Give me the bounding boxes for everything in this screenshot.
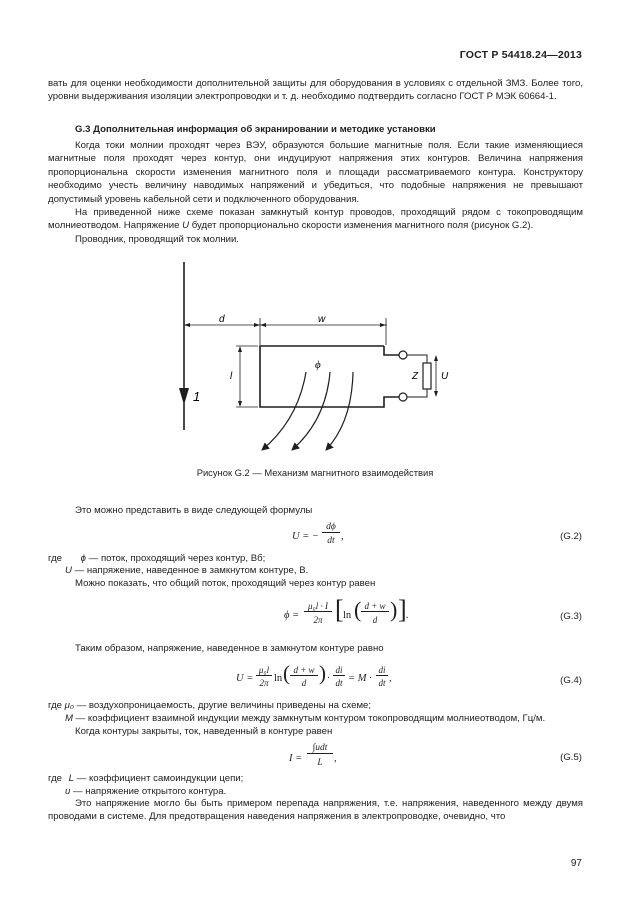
paragraph-final: Это напряжение могло бы быть примером перепада напряжения, т.е. напряжения, наведенного между двумя проводами в системе. Для предотвращения наведения напряжения в электропроводке, очевидно, что xyxy=(48,798,583,823)
eq3-den: 2π xyxy=(313,615,323,625)
document-header: ГОСТ Р 54418.24—2013 xyxy=(459,49,582,61)
where-m xyxy=(65,712,545,725)
where-mu0-prefix: где xyxy=(48,700,65,711)
where-l xyxy=(48,772,243,785)
equation-number-g3: (G.3) xyxy=(560,611,582,622)
where-m-sym: M xyxy=(65,713,73,724)
impedance-z xyxy=(423,363,431,389)
eq4-dot: · xyxy=(327,673,330,684)
eq2-num: dϕ xyxy=(322,522,340,533)
eq4-tail: , xyxy=(389,673,392,684)
equation-number-g2: (G.2) xyxy=(560,531,582,542)
terminal-top xyxy=(399,351,407,359)
label-1: 1 xyxy=(193,389,201,404)
terminal-bottom xyxy=(399,393,407,401)
eq3-bracket-close: ] xyxy=(398,595,407,624)
eq4-den2: dt xyxy=(335,678,343,688)
scheme-text-b: будет пропорционально скорости изменения магнитного поля (рисунок G.2). xyxy=(189,220,534,232)
where-mu0 xyxy=(48,699,371,712)
dimension-tick-mid-l xyxy=(254,323,260,327)
eq4-paren-open: ( xyxy=(283,661,290,685)
eq3-paren-open: ( xyxy=(354,597,362,622)
figure-caption: Рисунок G.2 — Механизм магнитного взаимодействия xyxy=(196,467,434,478)
text-formula-intro: Это можно представить в виде следующей формулы xyxy=(75,505,313,516)
flux-arrow-2 xyxy=(292,372,330,450)
where-l-sym: L xyxy=(68,773,75,784)
dimension-tick-mid-r xyxy=(260,323,266,327)
label-d: d xyxy=(219,314,225,325)
equation-number-g4: (G.4) xyxy=(560,675,582,686)
eq5-num: ∫udt xyxy=(307,743,333,754)
voltage-arrow-bottom xyxy=(434,391,438,397)
eq5-den: L xyxy=(317,758,323,768)
eq4-num2: di xyxy=(333,665,345,676)
eq4-lhs: U = xyxy=(236,673,254,684)
where-phi-prefix: где xyxy=(48,553,65,564)
dimension-tick-right xyxy=(380,323,386,327)
label-phi: ϕ xyxy=(315,359,321,371)
eq2-tail: , xyxy=(341,531,344,542)
where-phi-sym: ϕ xyxy=(80,553,87,564)
l-arrow-top xyxy=(238,346,242,352)
eq4-ln: ln xyxy=(274,673,283,684)
voltage-arrow-top xyxy=(434,355,438,361)
l-arrow-bottom xyxy=(238,401,242,407)
text-flux: Можно показать, что общий поток, проходящий через контур равен xyxy=(75,578,376,589)
eq2-den: dt xyxy=(327,536,335,546)
label-z: Z xyxy=(412,371,419,382)
section-title: G.3 Дополнительная информация об экранировании и методике установки xyxy=(75,124,436,135)
eq3-lhs: ϕ = xyxy=(284,610,300,621)
eq3-inner-num: d + w xyxy=(361,601,389,612)
eq5-tail: , xyxy=(334,753,337,764)
eq3-inner-den: d xyxy=(372,615,378,625)
equation-number-g5: (G.5) xyxy=(560,752,582,763)
paragraph-conductor: Проводник, проводящий ток молнии. xyxy=(75,234,239,245)
eq3-num: μ₀l · I xyxy=(304,601,332,612)
paragraph-magnetic-fields: Когда токи молнии проходят через ВЭУ, образуются большие магнитные поля. Если такие изменяющиеся магнитные поля проходят через контур, они индуцируют напряжения этих контуров. Величина напряжения пропорциональна скорости изменения магнитного поля и площади рассматриваемого контура. Конструктору необходимо учесть величину наводимых напряжений и убедиться, что подобные напряжения не превышают допустимый уровень кабельной сети и подключенного оборудования. xyxy=(48,140,583,205)
where-u-text: — напряжение, наведенное в замкнутом контуре, В. xyxy=(71,565,309,576)
page-number: 97 xyxy=(570,858,582,869)
text-voltage: Таким образом, напряжение, наведенное в замкнутом контуре равно xyxy=(75,643,384,654)
where-mu0-sym: μ₀ xyxy=(64,700,74,711)
flux-arrow-3 xyxy=(326,372,353,450)
where-phi-text: — поток, проходящий через контур, Вб; xyxy=(86,553,266,564)
eq4-inner-num: d + w xyxy=(290,665,318,676)
conductor-arrow-head xyxy=(179,388,189,405)
where-u-open-sym: u xyxy=(65,786,71,797)
eq3-bracket-open: [ xyxy=(335,595,344,624)
where-l-text: — коэффициент самоиндукции цепи; xyxy=(74,773,244,784)
where-u-sym: U xyxy=(65,565,72,576)
scheme-text-a: На приведенной ниже схеме показан замкнутый контур проводов, проходящий рядом с токопроводящим молниеотводом. Напряжение xyxy=(48,207,583,232)
text-closed: Когда контуры закрыты, ток, наведенный в контуре равен xyxy=(75,726,333,737)
label-l: l xyxy=(230,371,233,382)
where-l-prefix: где xyxy=(48,773,65,784)
eq5-lhs: I = xyxy=(289,753,303,764)
label-u: U xyxy=(441,371,449,382)
where-u xyxy=(65,564,308,577)
where-mu0-text: — воздухопроницаемость, другие величины приведены на схеме; xyxy=(73,700,372,711)
eq4-num3: di xyxy=(376,665,388,676)
eq2-lhs: U = − xyxy=(292,531,320,542)
eq4-mid: = M · xyxy=(348,673,372,684)
eq4-den3: dt xyxy=(378,678,386,688)
where-m-text: — коэффициент взаимной индукции между замкнутым контуром токопроводящим молниеотводом, Гц/м. xyxy=(73,713,546,724)
eq3-paren-close: ) xyxy=(390,597,398,622)
dimension-tick-left xyxy=(184,323,190,327)
scheme-var-u: U xyxy=(182,220,190,232)
flux-arrow-1 xyxy=(262,372,306,450)
eq3-tail: . xyxy=(406,610,409,621)
eq4-inner-den: d xyxy=(301,678,307,688)
eq4-paren-close: ) xyxy=(319,661,326,685)
label-w: w xyxy=(318,314,326,325)
intro-paragraph: вать для оценки необходимости дополнительной защиты для оборудования в условиях с отдельной ЗМЗ. Более того, уровни выдерживания изоляции электропроводки и т. д. необходимо подтвердить согласно ГОСТ Р МЭК 60664-1. xyxy=(48,78,583,103)
eq3-ln: ln xyxy=(343,610,352,621)
where-u-open-text: — напряжение открытого контура. xyxy=(70,786,227,797)
eq4-num1: μ₀l xyxy=(256,665,272,676)
eq4-den1: 2π xyxy=(259,678,269,688)
